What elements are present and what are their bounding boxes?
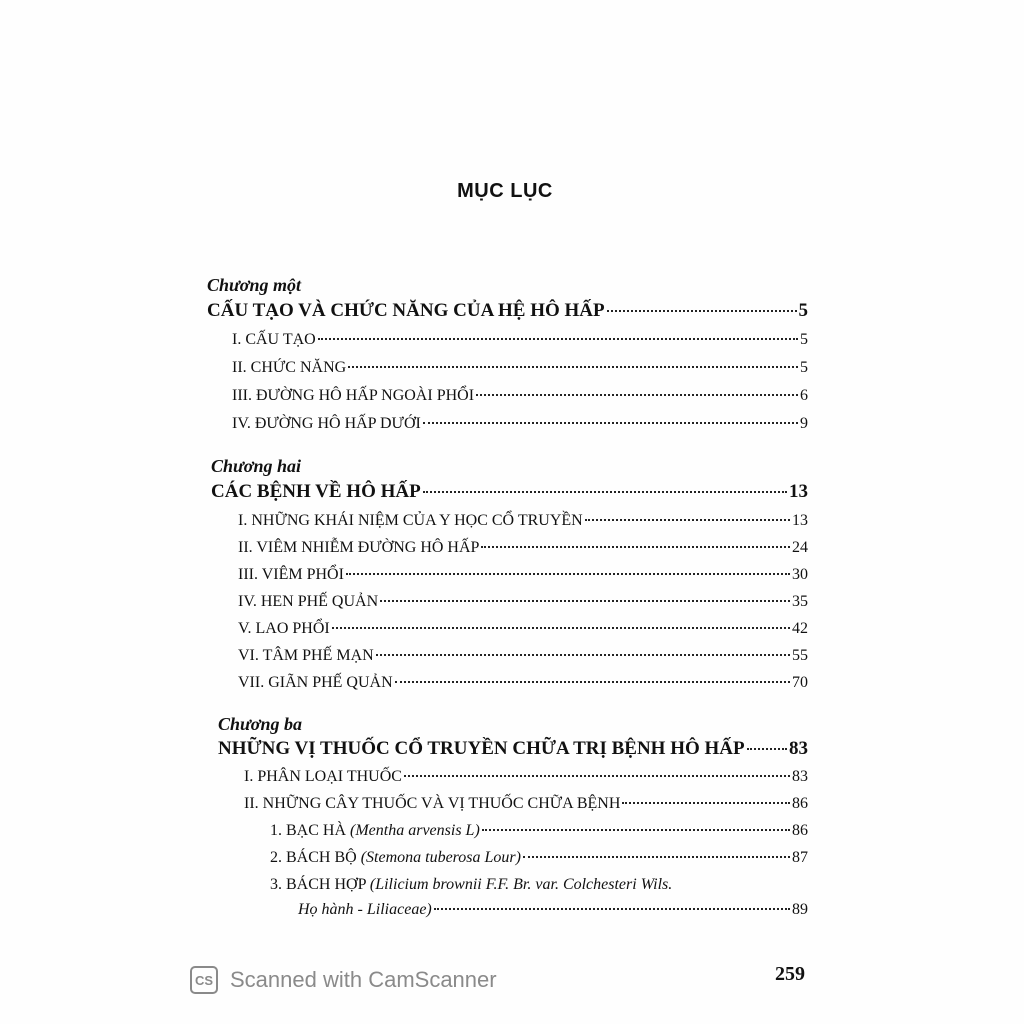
toc-page-number: 6 bbox=[800, 387, 808, 404]
dot-leader bbox=[747, 748, 787, 750]
toc-heading-text: NHỮNG VỊ THUỐC CỔ TRUYỀN CHỮA TRỊ BỆNH HÔ HẤP bbox=[218, 738, 745, 759]
latin-name: Họ hành - Liliaceae) bbox=[298, 901, 432, 918]
dot-leader bbox=[607, 310, 797, 312]
toc-entry[interactable] bbox=[238, 539, 808, 557]
toc-subentry-label: 1. BẠC HÀ bbox=[270, 822, 347, 839]
toc-page-number: 83 bbox=[792, 768, 808, 785]
toc-entry-text: VII. GIÃN PHẾ QUẢN bbox=[238, 674, 393, 691]
toc-subentry-text bbox=[270, 849, 521, 867]
toc-page-number: 24 bbox=[792, 539, 808, 556]
latin-name: (Stemona tuberosa Lour) bbox=[360, 849, 521, 866]
toc-entry-text: V. LAO PHỔI bbox=[238, 620, 330, 637]
dot-leader bbox=[585, 519, 790, 521]
toc-page-number: 9 bbox=[800, 415, 808, 432]
toc-entry-text: I. PHÂN LOẠI THUỐC bbox=[244, 768, 402, 785]
toc-entry-text: II. VIÊM NHIỄM ĐƯỜNG HÔ HẤP bbox=[238, 539, 480, 556]
toc-entry[interactable] bbox=[238, 566, 808, 584]
dot-leader bbox=[434, 908, 790, 910]
toc-subentry-text bbox=[298, 901, 432, 919]
toc-page-number: 87 bbox=[792, 849, 808, 866]
toc-subentry-label: 3. BÁCH HỢP bbox=[270, 876, 366, 893]
dot-leader bbox=[423, 491, 787, 493]
toc-entry[interactable] bbox=[238, 512, 808, 530]
toc-entry[interactable] bbox=[244, 795, 808, 813]
toc-entry-text: II. CHỨC NĂNG bbox=[232, 359, 347, 376]
toc-page-number: 55 bbox=[792, 647, 808, 664]
dot-leader bbox=[404, 775, 790, 777]
toc-entry-text: VI. TÂM PHẾ MẠN bbox=[238, 647, 374, 664]
toc-subentry-text bbox=[270, 822, 480, 840]
dot-leader bbox=[395, 681, 790, 683]
toc-entry-text: I. NHỮNG KHÁI NIỆM CỦA Y HỌC CỔ TRUYỀN bbox=[238, 512, 583, 529]
toc-page-number: 83 bbox=[789, 738, 808, 759]
toc-entry-text: II. NHỮNG CÂY THUỐC VÀ VỊ THUỐC CHỮA BỆNH bbox=[244, 795, 621, 812]
toc-entry[interactable] bbox=[244, 768, 808, 786]
toc-subentry-label: 2. BÁCH BỘ bbox=[270, 849, 357, 866]
toc-entry[interactable] bbox=[238, 593, 808, 611]
toc-entry[interactable] bbox=[232, 387, 808, 405]
toc-subentry[interactable] bbox=[270, 822, 808, 840]
toc-page-number: 5 bbox=[800, 359, 808, 376]
toc-page-number: 5 bbox=[798, 300, 808, 321]
toc-entry-text: III. ĐƯỜNG HÔ HẤP NGOÀI PHỔI bbox=[232, 387, 475, 404]
toc-chapter-heading[interactable] bbox=[211, 481, 808, 503]
latin-name: (Lilicium brownii F.F. Br. var. Colchesteri Wils. bbox=[369, 876, 673, 893]
dot-leader bbox=[523, 856, 790, 858]
toc-entry[interactable] bbox=[238, 674, 808, 692]
toc-subentry[interactable] bbox=[270, 849, 808, 867]
chapter-label: Chương hai bbox=[211, 456, 301, 476]
toc-chapter-heading[interactable] bbox=[218, 738, 808, 760]
toc-entry[interactable] bbox=[238, 647, 808, 665]
dot-leader bbox=[348, 366, 798, 368]
toc-page-number: 5 bbox=[800, 331, 808, 348]
dot-leader bbox=[481, 546, 790, 548]
toc-page-number: 86 bbox=[792, 795, 808, 812]
dot-leader bbox=[482, 829, 790, 831]
toc-page-number: 13 bbox=[792, 512, 808, 529]
toc-entry-text: I. CẤU TẠO bbox=[232, 331, 316, 348]
toc-page-number: 89 bbox=[792, 901, 808, 918]
toc-entry-text: III. VIÊM PHỔI bbox=[238, 566, 344, 583]
dot-leader bbox=[380, 600, 790, 602]
page-title: MỤC LỤC bbox=[457, 180, 553, 202]
dot-leader bbox=[332, 627, 790, 629]
chapter-label: Chương ba bbox=[218, 714, 302, 734]
toc-entry[interactable] bbox=[232, 415, 808, 433]
toc-page-number: 86 bbox=[792, 822, 808, 839]
camscanner-logo-icon: CS bbox=[190, 966, 218, 994]
toc-subentry-continuation[interactable] bbox=[298, 901, 808, 919]
page-number: 259 bbox=[775, 963, 805, 985]
watermark-text: Scanned with CamScanner bbox=[230, 967, 497, 992]
toc-entry-text: IV. HEN PHẾ QUẢN bbox=[238, 593, 379, 610]
dot-leader bbox=[346, 573, 790, 575]
toc-page-number: 42 bbox=[792, 620, 808, 637]
toc-entry[interactable] bbox=[232, 359, 808, 377]
dot-leader bbox=[476, 394, 798, 396]
dot-leader bbox=[318, 338, 798, 340]
toc-page-number: 70 bbox=[792, 674, 808, 691]
toc-entry[interactable] bbox=[232, 331, 808, 349]
camscanner-watermark bbox=[190, 966, 497, 994]
latin-name: (Mentha arvensis L) bbox=[350, 822, 480, 839]
toc-entry[interactable] bbox=[238, 620, 808, 638]
toc-page-number: 13 bbox=[789, 481, 808, 502]
toc-heading-text: CÁC BỆNH VỀ HÔ HẤP bbox=[211, 481, 421, 502]
toc-chapter-heading[interactable] bbox=[207, 300, 808, 322]
toc-entry-text: IV. ĐƯỜNG HÔ HẤP DƯỚI bbox=[232, 415, 421, 432]
chapter-label: Chương một bbox=[207, 275, 301, 295]
dot-leader bbox=[622, 802, 790, 804]
dot-leader bbox=[376, 654, 790, 656]
toc-heading-text: CẤU TẠO VÀ CHỨC NĂNG CỦA HỆ HÔ HẤP bbox=[207, 300, 605, 321]
toc-page-number: 30 bbox=[792, 566, 808, 583]
toc-subentry[interactable] bbox=[270, 876, 672, 894]
dot-leader bbox=[423, 422, 798, 424]
toc-page-number: 35 bbox=[792, 593, 808, 610]
